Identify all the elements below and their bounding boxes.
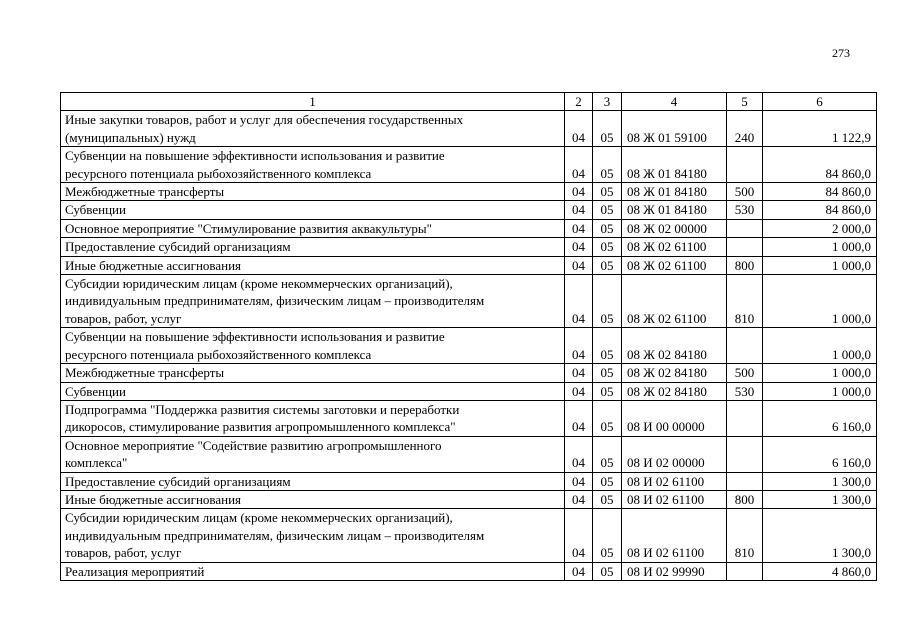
target-article-cell: 08 Ж 01 84180 [622,147,727,183]
name-cell [61,562,565,580]
amount-cell: 4 860,0 [763,562,877,580]
name-line: Основное мероприятие "Содействие развитию агропромышленного [65,437,442,453]
section-code-cell: 04 [565,562,593,580]
table-body [61,111,877,581]
name-line: Субвенции на повышение эффективности использования и развитие [65,329,445,345]
target-article-cell: 08 И 02 61100 [622,490,727,508]
name-cell [61,364,565,382]
table-row [61,490,877,508]
expense-type-cell: 530 [727,382,763,400]
target-article-cell: 08 Ж 01 84180 [622,183,727,201]
name-cell [61,111,565,147]
table-row [61,400,877,436]
amount-cell: 1 000,0 [763,382,877,400]
expense-type-cell [727,436,763,472]
subsection-code-cell: 05 [593,201,622,219]
subsection-code-cell: 05 [593,275,622,328]
amount-cell: 1 000,0 [763,364,877,382]
section-code-cell: 04 [565,509,593,562]
name-cell [61,382,565,400]
expense-type-cell [727,562,763,580]
name-line: Иные бюджетные ассигнования [65,491,242,507]
table-row [61,472,877,490]
expense-type-cell: 500 [727,183,763,201]
table-row [61,219,877,237]
name-cell [61,400,565,436]
subsection-code-cell: 05 [593,400,622,436]
expense-type-cell [727,238,763,256]
table-row [61,562,877,580]
subsection-code-cell: 05 [593,238,622,256]
subsection-code-cell: 05 [593,364,622,382]
target-article-cell: 08 Ж 02 61100 [622,256,727,274]
expense-type-cell [727,328,763,364]
name-cell [61,256,565,274]
subsection-code-cell: 05 [593,562,622,580]
amount-cell: 2 000,0 [763,219,877,237]
table-row [61,201,877,219]
target-article-cell: 08 Ж 02 84180 [622,382,727,400]
table-row [61,147,877,183]
page-number: 273 [832,46,850,60]
name-line: Субвенции [65,383,126,399]
amount-cell: 1 300,0 [763,490,877,508]
expense-type-cell: 800 [727,256,763,274]
target-article-cell: 08 И 02 61100 [622,509,727,562]
amount-cell: 1 000,0 [763,238,877,256]
section-code-cell: 04 [565,275,593,328]
target-article-cell: 08 Ж 02 61100 [622,275,727,328]
name-line: индивидуальным предпринимателям, физическим лицам – производителям [65,527,485,543]
name-cell [61,509,565,562]
amount-cell: 84 860,0 [763,183,877,201]
section-code-cell: 04 [565,364,593,382]
name-line: Реализация мероприятий [65,563,205,579]
amount-cell: 84 860,0 [763,201,877,219]
target-article-cell: 08 Ж 01 84180 [622,201,727,219]
expense-type-cell: 810 [727,509,763,562]
expense-type-cell [727,400,763,436]
section-code-cell: 04 [565,219,593,237]
target-article-cell: 08 И 02 99990 [622,562,727,580]
target-article-cell: 08 Ж 01 59100 [622,111,727,147]
table-row [61,509,877,562]
name-line: Иные закупки товаров, работ и услуг для обеспечения государственных [65,112,464,128]
name-line: ресурсного потенциала рыбохозяйственного комплекса [65,346,372,362]
subsection-code-cell: 05 [593,436,622,472]
section-code-cell: 04 [565,436,593,472]
table-row [61,328,877,364]
target-article-cell: 08 Ж 02 00000 [622,219,727,237]
name-line: ресурсного потенциала рыбохозяйственного комплекса [65,165,372,181]
section-code-cell: 04 [565,111,593,147]
section-code-cell: 04 [565,147,593,183]
name-cell [61,472,565,490]
name-line: (муниципальных) нужд [65,129,196,145]
name-line: Субсидии юридическим лицам (кроме некоммерческих организаций), [65,510,453,526]
amount-cell: 6 160,0 [763,436,877,472]
amount-cell: 84 860,0 [763,147,877,183]
table-row [61,111,877,147]
table-header [61,93,877,111]
amount-cell: 1 300,0 [763,472,877,490]
table-row [61,436,877,472]
header-row [61,93,877,111]
amount-cell: 1 000,0 [763,256,877,274]
expense-type-cell [727,219,763,237]
subsection-code-cell: 05 [593,509,622,562]
header-cell-1: 1 [61,93,565,111]
name-line: Субвенции на повышение эффективности использования и развитие [65,148,445,164]
table-row [61,256,877,274]
target-article-cell: 08 И 00 00000 [622,400,727,436]
subsection-code-cell: 05 [593,183,622,201]
section-code-cell: 04 [565,490,593,508]
name-line: Субсидии юридическим лицам (кроме некоммерческих организаций), [65,276,453,292]
expense-type-cell: 810 [727,275,763,328]
section-code-cell: 04 [565,382,593,400]
expense-type-cell [727,147,763,183]
section-code-cell: 04 [565,201,593,219]
table-row [61,183,877,201]
section-code-cell: 04 [565,400,593,436]
header-cell-4: 4 [622,93,727,111]
table-row [61,275,877,328]
name-line: дикоросов, стимулирование развития агропромышленного комплекса" [65,419,456,435]
subsection-code-cell: 05 [593,219,622,237]
header-cell-6: 6 [763,93,877,111]
amount-cell: 6 160,0 [763,400,877,436]
name-line: Иные бюджетные ассигнования [65,257,242,273]
subsection-code-cell: 05 [593,472,622,490]
name-cell [61,436,565,472]
table-row [61,238,877,256]
amount-cell: 1 122,9 [763,111,877,147]
table-row [61,364,877,382]
name-cell [61,183,565,201]
target-article-cell: 08 Ж 02 61100 [622,238,727,256]
name-line: Предоставление субсидий организациям [65,473,291,489]
expense-type-cell: 500 [727,364,763,382]
name-line: Межбюджетные трансферты [65,365,225,381]
name-cell [61,328,565,364]
name-line: Предоставление субсидий организациям [65,239,291,255]
name-line: индивидуальным предпринимателям, физическим лицам – производителям [65,293,485,309]
name-line: товаров, работ, услуг [65,310,182,326]
name-line: комплекса" [65,455,128,471]
amount-cell: 1 000,0 [763,275,877,328]
subsection-code-cell: 05 [593,111,622,147]
amount-cell: 1 300,0 [763,509,877,562]
target-article-cell: 08 И 02 61100 [622,472,727,490]
section-code-cell: 04 [565,238,593,256]
subsection-code-cell: 05 [593,256,622,274]
expense-type-cell: 530 [727,201,763,219]
subsection-code-cell: 05 [593,382,622,400]
name-cell [61,219,565,237]
section-code-cell: 04 [565,472,593,490]
name-line: товаров, работ, услуг [65,545,182,561]
target-article-cell: 08 Ж 02 84180 [622,328,727,364]
name-cell [61,490,565,508]
subsection-code-cell: 05 [593,328,622,364]
section-code-cell: 04 [565,183,593,201]
name-cell [61,275,565,328]
name-cell [61,238,565,256]
name-cell [61,147,565,183]
header-cell-2: 2 [565,93,593,111]
amount-cell: 1 000,0 [763,328,877,364]
expense-type-cell: 800 [727,490,763,508]
name-line: Основное мероприятие "Стимулирование развития аквакультуры" [65,220,432,236]
name-line: Субвенции [65,202,126,218]
target-article-cell: 08 И 02 00000 [622,436,727,472]
target-article-cell: 08 Ж 02 84180 [622,364,727,382]
header-cell-3: 3 [593,93,622,111]
name-line: Межбюджетные трансферты [65,184,225,200]
subsection-code-cell: 05 [593,147,622,183]
name-line: Подпрограмма "Поддержка развития системы заготовки и переработки [65,401,460,417]
section-code-cell: 04 [565,328,593,364]
expense-type-cell [727,472,763,490]
section-code-cell: 04 [565,256,593,274]
name-cell [61,201,565,219]
header-cell-5: 5 [727,93,763,111]
expense-type-cell: 240 [727,111,763,147]
table-row [61,382,877,400]
budget-table [60,92,877,581]
subsection-code-cell: 05 [593,490,622,508]
